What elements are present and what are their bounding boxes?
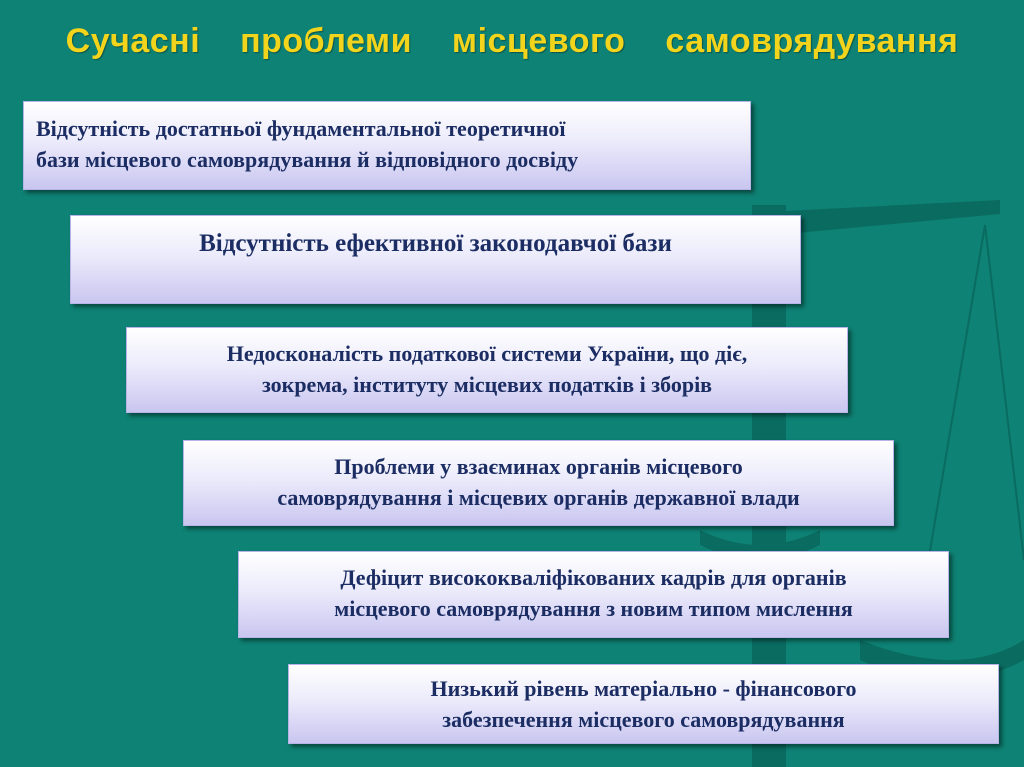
problem-6-line-2: забезпечення місцевого самоврядування [442, 707, 845, 732]
problem-box-4 [183, 440, 894, 526]
problem-box-1 [23, 101, 751, 190]
problem-3-line-2: зокрема, інституту місцевих податків і зборів [261, 372, 713, 397]
problem-4-line-1: Проблеми у взаєминах органів місцевого [334, 454, 743, 479]
problem-4-line-2: самоврядування і місцевих органів державної влади [277, 485, 800, 510]
problem-1-line-1: Відсутність достатньої фундаментальної теоретичної [36, 116, 566, 141]
problem-box-6 [288, 664, 999, 744]
problem-box-3 [126, 327, 848, 413]
problem-2-line-1: Відсутність ефективної законодавчої бази [199, 230, 672, 257]
slide-title: Сучасні проблеми місцевого самоврядування [65, 22, 959, 60]
problem-5-line-2: місцевого самоврядування з новим типом мислення [334, 596, 853, 621]
problem-3-line-1: Недосконалість податкової системи України, що діє, [226, 341, 748, 366]
problem-1-line-2: бази місцевого самоврядування й відповідного досвіду [36, 147, 579, 172]
problem-5-line-1: Дефіцит висококваліфікованих кадрів для органів [340, 565, 847, 590]
problem-box-5 [238, 551, 949, 638]
problem-box-2 [70, 215, 801, 304]
problem-6-line-1: Низький рівень матеріально - фінансового [430, 676, 857, 701]
